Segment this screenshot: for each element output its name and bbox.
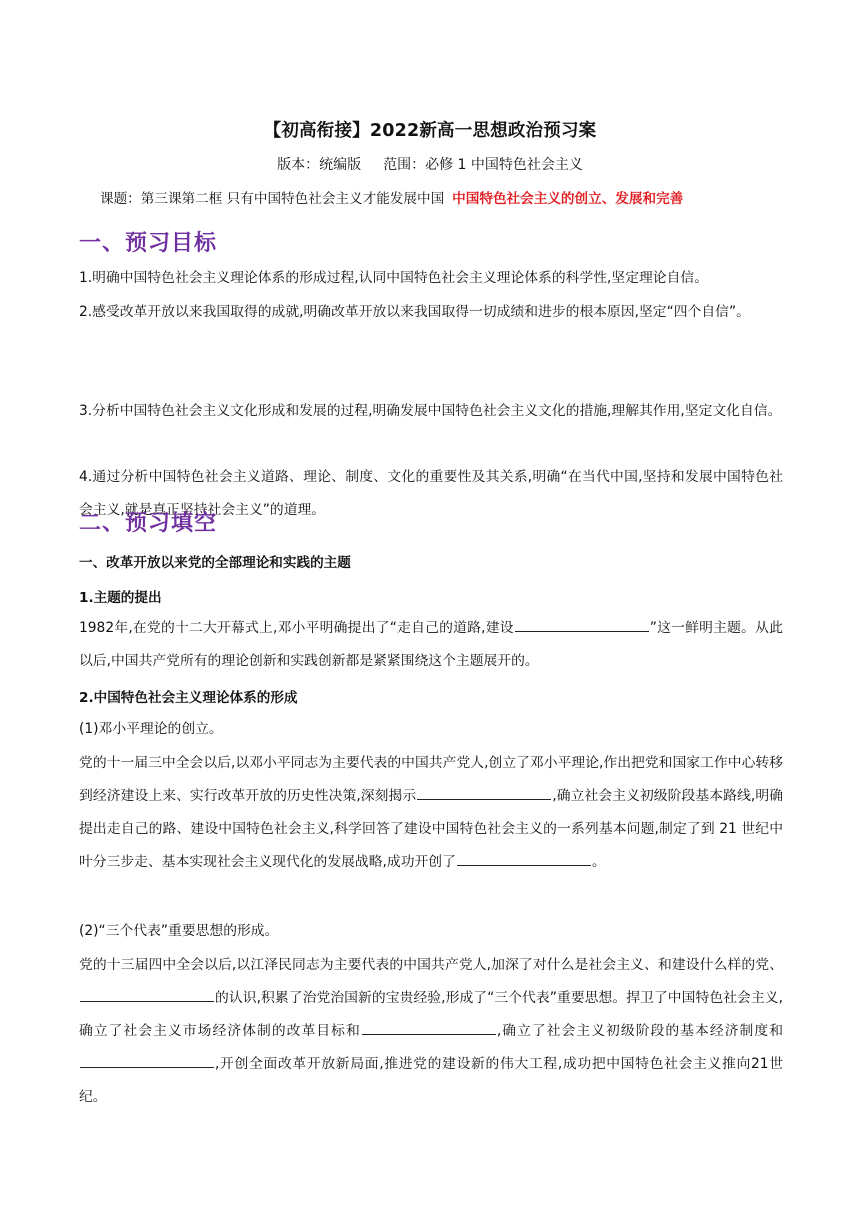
text-segment: ,确立社会主义初级阶段基本路线,明确提出走自己的路、建设中国特色社会主义,科学回答了建设中国特色社会主义的一系列基本问题,制定了到 21 世纪中叶分三步走、基本实现社会主义现代化的发展战略,成功开创了 xyxy=(79,788,783,870)
goal-item-1: 1.明确中国特色社会主义理论体系的形成过程,认同中国特色社会主义理论体系的科学性,坚定理论自信。 xyxy=(79,270,708,286)
paragraph-deng xyxy=(79,747,783,879)
goal-item-4: 4.通过分析中国特色社会主义道路、理论、制度、文化的重要性及其关系,明确“在当代中国,坚持和发展中国特色社会主义,就是真正坚持社会主义”的道理。 xyxy=(79,469,783,518)
text-segment: 党的十三届四中全会以后,以江泽民同志为主要代表的中国共产党人,加深了对什么是社会主义、和建设什么样的党、 xyxy=(79,957,783,973)
item-title-three-represents: (2)“三个代表”重要思想的形成。 xyxy=(79,923,279,939)
text-segment: 党的十一届三中全会以后,以邓小平同志为主要代表的中国共产党人,创立了邓小平理论,作出把党和国家工作中心转移到经济建设上来、实行改革开放的历史性决策,深刻揭示 xyxy=(79,755,783,804)
topic-highlight: 中国特色社会主义的创立、发展和完善 xyxy=(452,191,684,207)
topic-prefix: 课题：第三课第二框 只有中国特色社会主义才能发展中国 xyxy=(100,191,445,207)
fill-blank-1[interactable] xyxy=(515,617,649,632)
text-segment: 1982年,在党的十二大开幕式上,邓小平明确提出了“走自己的道路,建设 xyxy=(79,620,514,636)
text-segment: 的认识,积累了治党治国新的宝贵经验,形成了“三个代表”重要思想。捍卫了中国特色社会主义,确立了社会主义市场经济体制的改革目标和 xyxy=(79,990,783,1039)
paragraph-theme xyxy=(79,612,783,678)
subsection-title-2: 2.中国特色社会主义理论体系的形成 xyxy=(79,690,298,706)
document-meta xyxy=(0,154,860,174)
item-title-deng: (1)邓小平理论的创立。 xyxy=(79,721,223,737)
text-segment: ,确立了社会主义初级阶段的基本经济制度和 xyxy=(496,1023,784,1039)
goal-item-2: 2.感受改革开放以来我国取得的成就,明确改革开放以来我国取得一切成绩和进步的根本原因,坚定“四个自信”。 xyxy=(79,304,750,320)
fill-blank-6[interactable] xyxy=(80,1053,214,1068)
text-segment: 。 xyxy=(591,854,606,870)
part-title: 一、改革开放以来党的全部理论和实践的主题 xyxy=(79,555,351,571)
version-label: 版本：统编版 xyxy=(277,157,362,173)
fill-blank-5[interactable] xyxy=(362,1020,496,1035)
section-heading-fill: 二、预习填空 xyxy=(79,511,218,536)
fill-blank-4[interactable] xyxy=(80,987,214,1002)
document-title: 【初高衔接】2022新高一思想政治预习案 xyxy=(263,121,597,141)
subsection-title-1: 1.主题的提出 xyxy=(79,590,162,606)
fill-blank-2[interactable] xyxy=(417,785,551,800)
section-heading-goals: 一、预习目标 xyxy=(79,231,218,256)
goal-item-3: 3.分析中国特色社会主义文化形成和发展的过程,明确发展中国特色社会主义文化的措施,理解其作用,坚定文化自信。 xyxy=(79,403,782,419)
fill-blank-3[interactable] xyxy=(457,851,591,866)
text-segment: ,开创全面改革开放新局面,推进党的建设新的伟大工程,成功把中国特色社会主义推向21世纪。 xyxy=(79,1056,783,1105)
text-segment: ”这一鲜明主题。从此以后,中国共产党所有的理论创新和实践创新都是紧紧围绕这个主题展开的。 xyxy=(79,620,783,669)
paragraph-three-represents xyxy=(79,949,783,1114)
lesson-topic xyxy=(100,187,820,207)
scope-label: 范围：必修 1 中国特色社会主义 xyxy=(383,157,583,173)
